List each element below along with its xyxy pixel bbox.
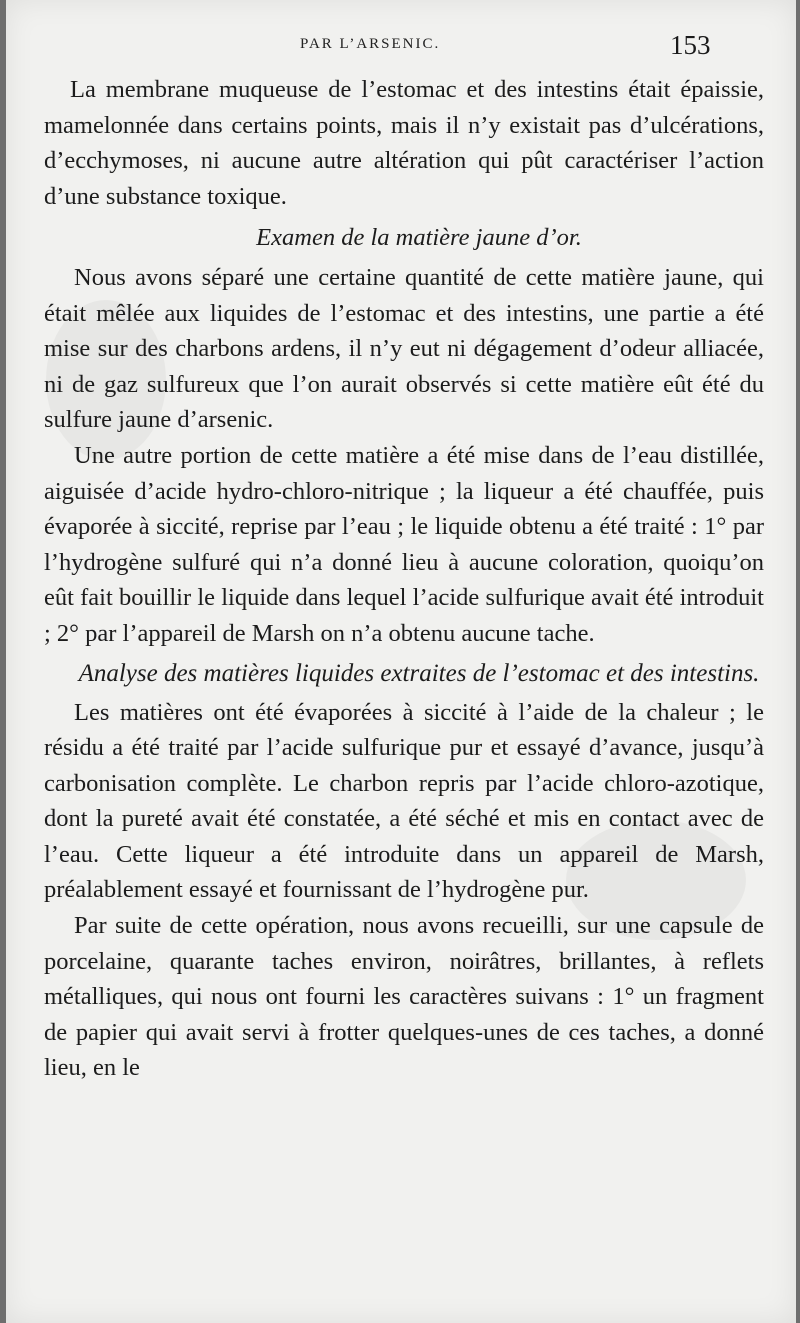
paragraph: Les matières ont été évaporées à siccité à l’aide de la chaleur ; le résidu a été traité par l’acide sulfurique pur et essayé d’avance, jusqu’à carbonisation complète. Le charbon repris par l’acide chloro-azotique, dont la pureté avait été constatée, a été séché et mis en contact avec de l’eau. Cette liqueur a été introduite dans un appareil de Marsh, préalablement essayé et fournissant de l’hydrogène pur. bbox=[44, 698, 764, 904]
paragraph: Par suite de cette opération, nous avons recueilli, sur une capsule de porcelaine, quarante taches environ, noirâtres, brillantes, à reflets métalliques, qui nous ont fourni les caractères suivans : 1° un fragment de papier qui avait servi à frotter quelques-unes de ces taches, a donné lieu, en le bbox=[44, 912, 764, 1082]
paragraph: Une autre portion de cette matière a été mise dans de l’eau distillée, aiguisée d’acide hydro-chloro-nitrique ; la liqueur a été chauffée, puis évaporée à siccité, reprise par l’eau ; le liquide obtenu a été traité : 1° par l’hydrogène sulfuré qui n’a donné lieu à aucune coloration, quoiqu’on eût fait bouillir le liquide dans lequel l’acide sulfurique avait été introduit ; 2° par l’appareil de Marsh on n’a obtenu aucune tache. bbox=[44, 441, 764, 647]
section-heading: Analyse des matières liquides extraites de l’estomac et des intestins. bbox=[78, 659, 760, 687]
page-number: 153 bbox=[670, 30, 711, 60]
paragraph: La membrane muqueuse de l’estomac et des intestins était épaissie, mamelonnée dans certains points, mais il n’y existait pas d’ulcérations, d’ecchymoses, ni aucune autre altération qui pût caractériser l’action d’une substance toxique. bbox=[44, 76, 764, 210]
running-title: PAR L’ARSENIC. bbox=[300, 36, 441, 52]
book-page bbox=[6, 0, 796, 1323]
section-heading: Examen de la matière jaune d’or. bbox=[256, 224, 582, 252]
page-body bbox=[44, 72, 764, 1086]
paragraph: Nous avons séparé une certaine quantité de cette matière jaune, qui était mêlée aux liquides de l’estomac et des intestins, une partie a été mise sur des charbons ardens, il n’y eut ni dégagement d’odeur alliacée, ni de gaz sulfureux que l’on aurait observés si cette matière eût été du sulfure jaune d’arsenic. bbox=[44, 263, 764, 434]
page-header bbox=[6, 30, 796, 70]
